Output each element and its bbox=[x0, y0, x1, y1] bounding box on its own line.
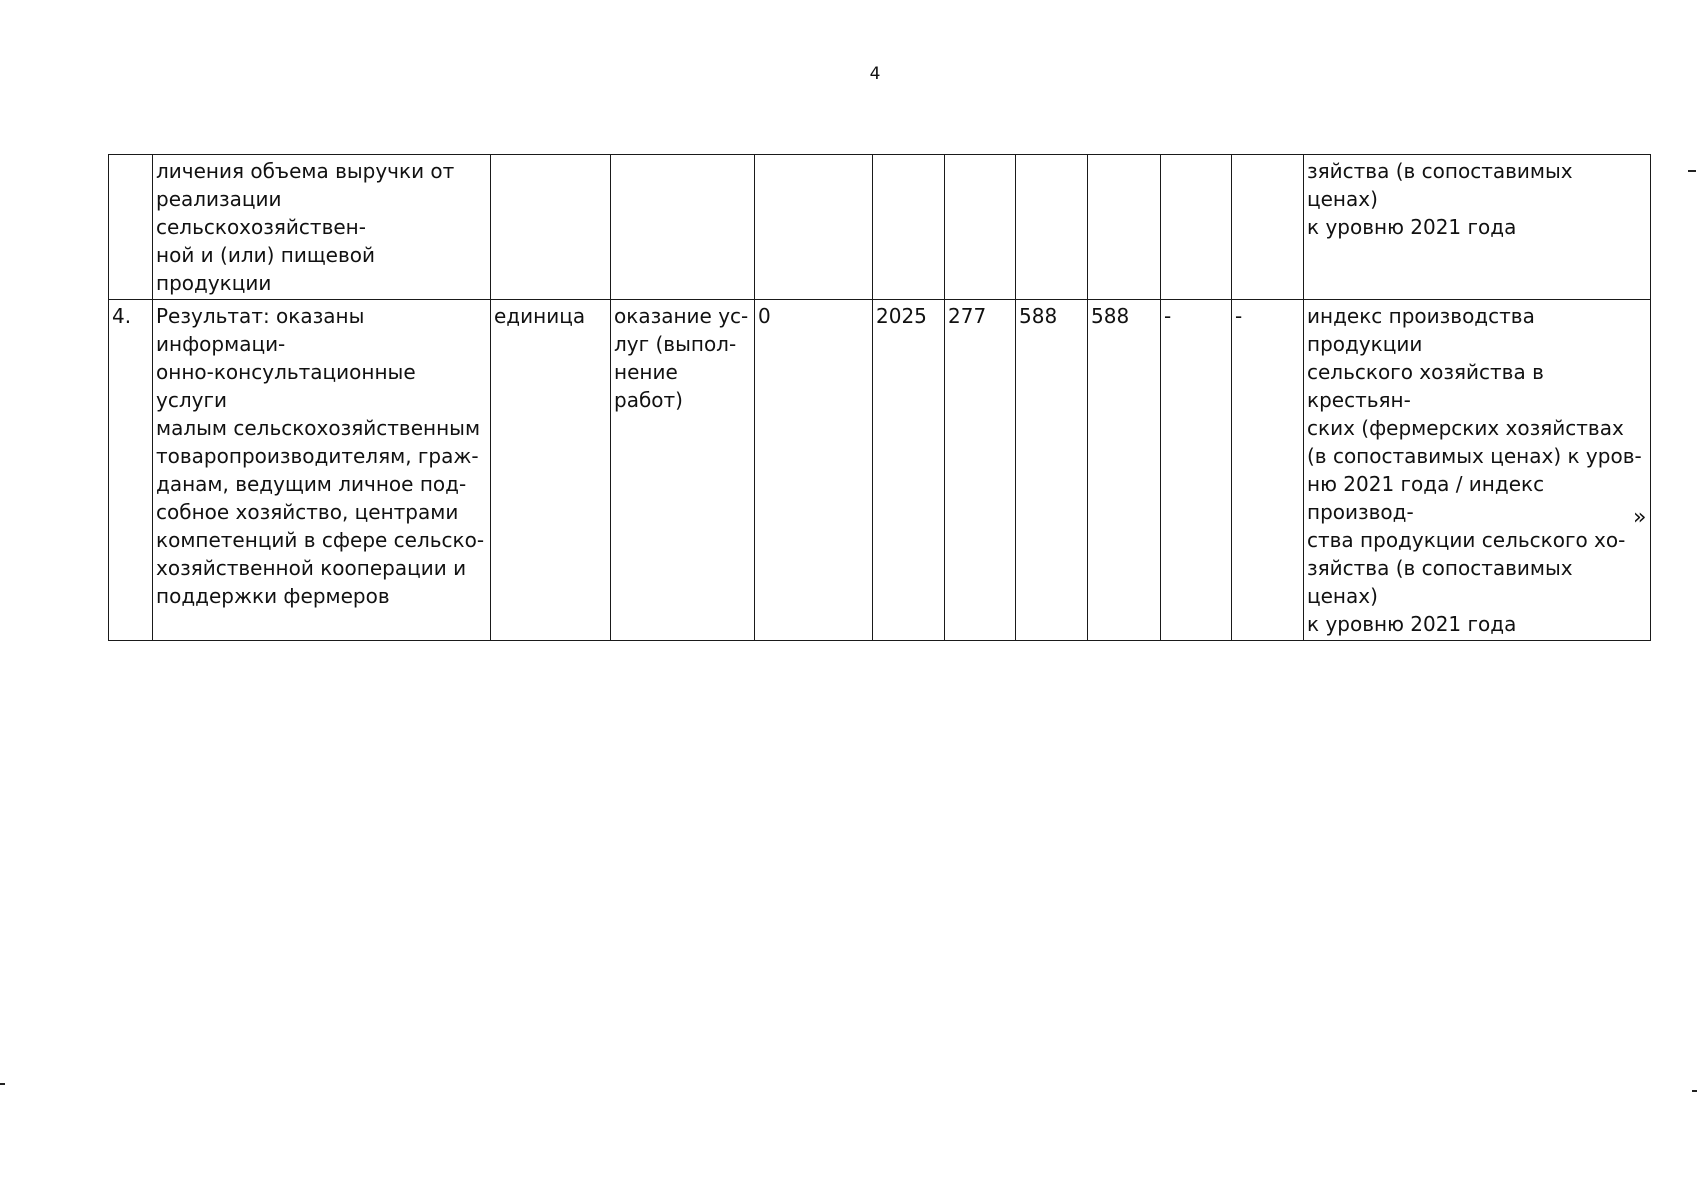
cell-value-2: 588 bbox=[1016, 300, 1088, 641]
cell-value-5 bbox=[1232, 155, 1304, 300]
scan-margin-mark bbox=[1692, 1090, 1697, 1092]
cell-number bbox=[109, 155, 153, 300]
cell-result-name: Результат: оказаны информаци- онно-консультационные услуги малым сельскохозяйственным товаропроизводителям, граж- данам, ведущим личное под- собное хозяйство, центрами компетенций в сфере сельско- хозяйственной кооперации и поддержки фермеров bbox=[153, 300, 491, 641]
cell-value-5: - bbox=[1232, 300, 1304, 641]
cell-base-value: 0 bbox=[755, 300, 873, 641]
cell-value-2 bbox=[1016, 155, 1088, 300]
cell-value-4 bbox=[1161, 155, 1232, 300]
cell-value-4: - bbox=[1161, 300, 1232, 641]
closing-quote-mark: » bbox=[1633, 505, 1647, 530]
cell-number: 4. bbox=[109, 300, 153, 641]
page-number: 4 bbox=[869, 64, 881, 84]
cell-base-value bbox=[755, 155, 873, 300]
cell-value-1: 277 bbox=[945, 300, 1016, 641]
cell-year bbox=[873, 155, 945, 300]
cell-type bbox=[611, 155, 755, 300]
table-row bbox=[109, 155, 1651, 300]
cell-type: оказание ус- луг (выпол- нение работ) bbox=[611, 300, 755, 641]
cell-year: 2025 bbox=[873, 300, 945, 641]
table-row bbox=[109, 300, 1651, 641]
cell-value-3 bbox=[1088, 155, 1161, 300]
cell-indicator: индекс производства продукции сельского хозяйства в крестьян- ских (фермерских хозяйствах (в сопоставимых ценах) к уров- ню 2021 года / индекс производ- ства продукции сельского хо- зяйства (в сопоставимых ценах) к уровню 2021 года bbox=[1304, 300, 1651, 641]
scan-margin-mark bbox=[0, 1083, 5, 1085]
cell-value-3: 588 bbox=[1088, 300, 1161, 641]
cell-result-name: личения объема выручки от реализации сельскохозяйствен- ной и (или) пищевой продукции bbox=[153, 155, 491, 300]
indicators-table bbox=[108, 154, 1651, 641]
cell-unit: единица bbox=[491, 300, 611, 641]
scan-margin-mark bbox=[1688, 170, 1696, 172]
cell-unit bbox=[491, 155, 611, 300]
cell-indicator: зяйства (в сопоставимых ценах) к уровню 2021 года bbox=[1304, 155, 1651, 300]
cell-value-1 bbox=[945, 155, 1016, 300]
